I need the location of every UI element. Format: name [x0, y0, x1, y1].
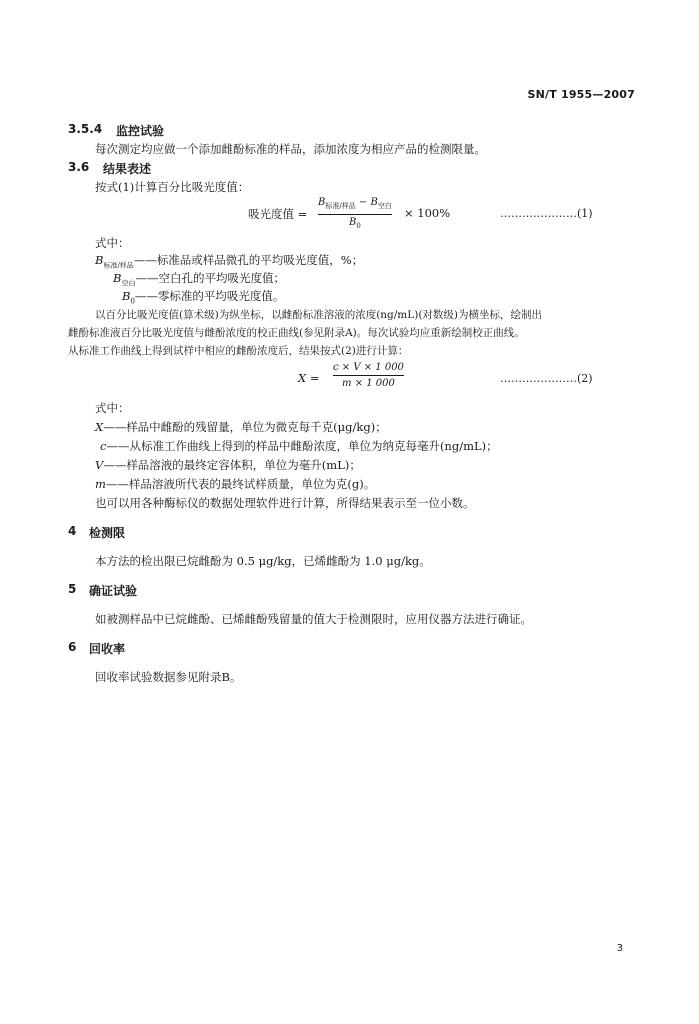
section-5-title: 确证试验 [89, 584, 138, 598]
eq1-fraction [318, 196, 392, 233]
def-v: V——样品溶液的最终定容体积，单位为毫升(mL)； [95, 458, 361, 472]
para-1-line-1: 以百分比吸光度值(算术级)为纵坐标，以雌酚标准溶液的浓度(ng/mL)(对数级)为横坐标，绘制出 [95, 309, 543, 321]
eq2-number: …………………(2) [500, 372, 593, 385]
para-2: 也可以用各种酶标仪的数据处理软件进行计算，所得结果表示至一位小数。 [95, 496, 475, 510]
def-m: m——样品溶液所代表的最终试样质量，单位为克(g)。 [95, 477, 376, 491]
def-b-zero: $B_0——$零标准的平均吸光度值。 [122, 289, 285, 306]
section-5-number: 5 [68, 582, 77, 596]
eq1-numerator: $B_{标准/样品} - B_{空白}$ [318, 197, 392, 210]
section-6-text: 回收率试验数据参见附录B。 [95, 670, 242, 684]
section-6-number: 6 [68, 640, 77, 654]
section-3-6-intro: 按式(1)计算百分比吸光度值： [95, 180, 250, 194]
eq1-denominator: $B_0$ [348, 217, 361, 230]
section-4-title: 检测限 [89, 526, 126, 540]
eq2-denominator: m × 1 000 [342, 378, 395, 389]
page-number: 3 [616, 943, 623, 954]
section-3-5-4-number: 3.5.4 [68, 122, 103, 136]
where-label-2: 式中： [95, 401, 130, 415]
para-1-line-3: 从标准工作曲线上得到试样中相应的雌酚浓度后，结果按式(2)进行计算： [68, 345, 409, 357]
section-6-title: 回收率 [89, 642, 126, 656]
where-label-1: 式中： [95, 236, 130, 250]
section-4-number: 4 [68, 524, 77, 538]
def-x: X——样品中雌酚的残留量，单位为微克每千克(μg/kg)； [95, 420, 387, 434]
para-1-line-2: 雌酚标准液百分比吸光度值与雌酚浓度的校正曲线(参见附录A)。每次试验均应重新绘制校正曲线。 [68, 327, 525, 339]
eq1-number: …………………(1) [500, 207, 593, 220]
section-3-6-number: 3.6 [68, 160, 90, 174]
eq2-fraction [333, 361, 404, 390]
eq1-multiplier: × 100% [404, 206, 451, 220]
section-3-5-4-title: 监控试验 [116, 124, 165, 138]
eq1-lhs: 吸光度值 = [248, 207, 308, 221]
def-c: c——从标准工作曲线上得到的样品中雌酚浓度，单位为纳克每毫升(ng/mL)； [100, 439, 498, 453]
def-b-blank: $B_{空白}——$空白孔的平均吸光度值； [113, 271, 285, 288]
section-4-text: 本方法的检出限已烷雌酚为 0.5 μg/kg，已烯雌酚为 1.0 μg/kg。 [95, 554, 431, 568]
eq2-lhs: X = [298, 371, 320, 385]
standard-code: SN/T 1955—2007 [527, 88, 635, 101]
def-b-standard: $B_{标准/样品}——$标准品或样品微孔的平均吸光度值，%； [95, 253, 364, 270]
section-3-6-title: 结果表述 [103, 162, 152, 176]
eq2-numerator: c × V × 1 000 [333, 362, 404, 373]
section-3-5-4-text: 每次测定均应做一个添加雌酚标准的样品，添加浓度为相应产品的检测限量。 [95, 142, 486, 156]
section-5-text: 如被测样品中已烷雌酚、已烯雌酚残留量的值大于检测限时，应用仪器方法进行确证。 [95, 612, 532, 626]
